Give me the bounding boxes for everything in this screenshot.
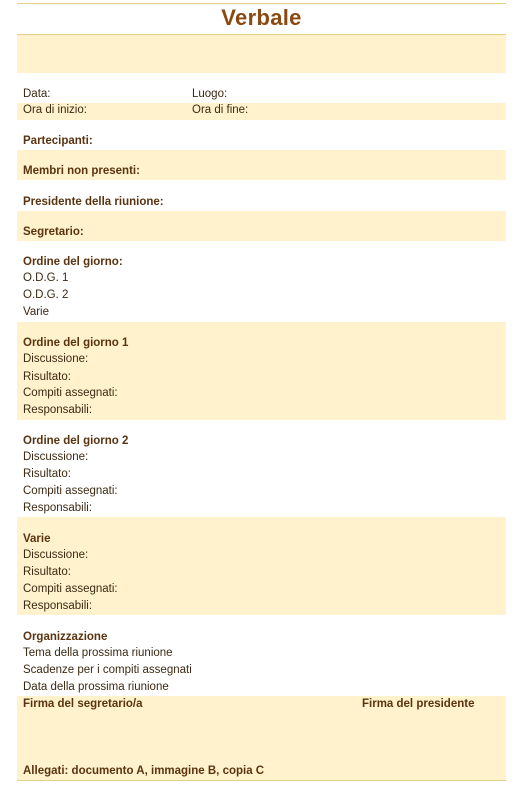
- header-band: [17, 35, 506, 73]
- section-line: Responsabili:: [23, 404, 93, 416]
- section-heading: Ordine del giorno 2: [23, 435, 129, 447]
- agenda-item: O.D.G. 2: [23, 289, 69, 301]
- section-line: Discussione:: [23, 549, 89, 561]
- meta-band-start: [17, 103, 506, 120]
- agenda-heading: Ordine del giorno:: [23, 256, 123, 268]
- attachments-label: Allegati: documento A, immagine B, copia C: [23, 765, 265, 777]
- section-line: Risultato:: [23, 371, 71, 383]
- absent-members-label: Membri non presenti:: [23, 165, 140, 177]
- chair-label: Presidente della riunione:: [23, 196, 164, 208]
- date-label: Data:: [23, 88, 51, 100]
- section-line: Compiti assegnati:: [23, 583, 118, 595]
- top-rule: [17, 3, 506, 4]
- section-line: Discussione:: [23, 451, 89, 463]
- participants-label: Partecipanti:: [23, 135, 93, 147]
- section-line: Compiti assegnati:: [23, 485, 118, 497]
- place-label: Luogo:: [192, 88, 228, 100]
- organization-item: Scadenze per i compiti assegnati: [23, 664, 192, 676]
- organization-item: Data della prossima riunione: [23, 681, 169, 693]
- bottom-rule: [17, 780, 506, 781]
- organization-heading: Organizzazione: [23, 631, 108, 643]
- section-heading: Ordine del giorno 1: [23, 337, 129, 349]
- section-line: Responsabili:: [23, 600, 93, 612]
- start-time-label: Ora di inizio:: [23, 104, 87, 116]
- page-title: Verbale: [221, 5, 302, 30]
- secretary-signature-label: Firma del segretario/a: [23, 698, 143, 710]
- secretary-band: [17, 211, 506, 241]
- secretary-label: Segretario:: [23, 226, 84, 238]
- organization-item: Tema della prossima riunione: [23, 647, 173, 659]
- chair-signature-label: Firma del presidente: [362, 698, 475, 710]
- end-time-label: Ora di fine:: [192, 104, 249, 116]
- agenda-item: Varie: [23, 306, 49, 318]
- section-line: Risultato:: [23, 468, 71, 480]
- agenda-item: O.D.G. 1: [23, 272, 69, 284]
- section-line: Responsabili:: [23, 502, 93, 514]
- section-heading: Varie: [23, 533, 51, 545]
- section-line: Discussione:: [23, 353, 89, 365]
- section-line: Risultato:: [23, 566, 71, 578]
- section-line: Compiti assegnati:: [23, 387, 118, 399]
